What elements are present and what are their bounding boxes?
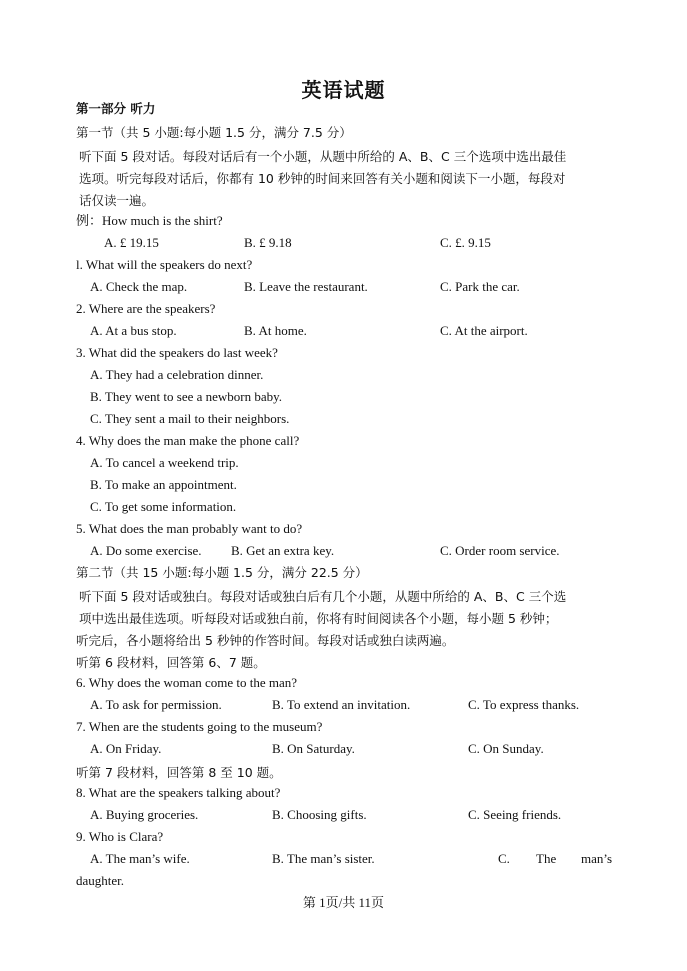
question-1-option-a: A. Check the map. — [90, 279, 188, 294]
example-option-b: B. £ 9.18 — [244, 235, 292, 250]
example-question: 例：How much is the shirt? — [76, 213, 223, 228]
question-9-option-c-word: The — [536, 851, 557, 866]
question-2-option-a: A. At a bus stop. — [90, 323, 177, 338]
question-2-option-b: B. At home. — [244, 323, 307, 338]
question-1: l. What will the speakers do next? — [76, 257, 253, 272]
question-9-option-c-label: C. — [498, 851, 510, 866]
question-6-option-b: B. To extend an invitation. — [272, 697, 411, 712]
question-5: 5. What does the man probably want to do? — [76, 521, 303, 536]
question-3: 3. What did the speakers do last week? — [76, 345, 278, 360]
question-2: 2. Where are the speakers? — [76, 301, 216, 316]
question-3-option-b: B. They went to see a newborn baby. — [90, 389, 283, 404]
page-title: 英语试题 — [301, 78, 386, 102]
question-7-option-b: B. On Saturday. — [272, 741, 355, 756]
question-9-option-b: B. The man’s sister. — [272, 851, 375, 866]
question-8-option-a: A. Buying groceries. — [90, 807, 199, 822]
question-7-option-a: A. On Friday. — [90, 741, 162, 756]
material-7-heading: 听第 7 段材料，回答第 8 至 10 题。 — [76, 765, 282, 780]
question-4-option-a: A. To cancel a weekend trip. — [90, 455, 239, 470]
question-7-option-c: C. On Sunday. — [468, 741, 544, 756]
section2-instruction-line: 听完后，各小题将给出 5 秒钟的作答时间。每段对话或独白读两遍。 — [76, 633, 455, 648]
question-5-option-a: A. Do some exercise. — [90, 543, 202, 558]
question-6-option-c: C. To express thanks. — [468, 697, 580, 712]
example-option-a: A. £ 19.15 — [104, 235, 159, 250]
section2-heading: 第二节（共 15 小题:每小题 1.5 分，满分 22.5 分） — [76, 565, 368, 580]
question-9: 9. Who is Clara? — [76, 829, 164, 844]
question-5-option-c: C. Order room service. — [440, 543, 560, 558]
section2-instruction-line: 项中选出最佳选项。听每段对话或独白前，你将有时间阅读各个小题，每小题 5 秒钟； — [79, 611, 558, 626]
section1-instruction-line: 听下面 5 段对话。每段对话后有一个小题，从题中所给的 A、B、C 三个选项中选出最佳 — [79, 149, 567, 164]
question-6: 6. Why does the woman come to the man? — [76, 675, 298, 690]
question-8: 8. What are the speakers talking about? — [76, 785, 281, 800]
question-4-option-b: B. To make an appointment. — [90, 477, 237, 492]
section1-instruction-line: 话仅读一遍。 — [79, 193, 155, 208]
question-9-option-a: A. The man’s wife. — [90, 851, 190, 866]
question-3-option-a: A. They had a celebration dinner. — [90, 367, 264, 382]
section2-instruction-line: 听下面 5 段对话或独白。每段对话或独白后有几个小题，从题中所给的 A、B、C 三个选 — [79, 589, 567, 604]
question-6-option-a: A. To ask for permission. — [90, 697, 222, 712]
question-2-option-c: C. At the airport. — [440, 323, 528, 338]
section1-instruction-line: 选项。听完每段对话后，你都有 10 秒钟的时间来回答有关小题和阅读下一小题，每段对 — [79, 171, 566, 186]
question-1-option-b: B. Leave the restaurant. — [244, 279, 368, 294]
question-9-option-c-continuation: daughter. — [76, 873, 125, 888]
question-9-option-c-word: man’s — [581, 851, 613, 866]
question-1-option-c: C. Park the car. — [440, 279, 520, 294]
question-3-option-c: C. They sent a mail to their neighbors. — [90, 411, 290, 426]
question-5-option-b: B. Get an extra key. — [231, 543, 335, 558]
question-8-option-b: B. Choosing gifts. — [272, 807, 367, 822]
section1-heading: 第一节（共 5 小题:每小题 1.5 分，满分 7.5 分） — [76, 125, 352, 140]
material-6-heading: 听第 6 段材料，回答第 6、7 题。 — [76, 655, 266, 670]
example-option-c: C. £. 9.15 — [440, 235, 491, 250]
question-7: 7. When are the students going to the museum? — [76, 719, 323, 734]
page-footer: 第 1页/共 11页 — [302, 895, 385, 910]
question-4: 4. Why does the man make the phone call? — [76, 433, 300, 448]
part1-heading: 第一部分 听力 — [76, 101, 156, 116]
question-4-option-c: C. To get some information. — [90, 499, 237, 514]
question-8-option-c: C. Seeing friends. — [468, 807, 562, 822]
